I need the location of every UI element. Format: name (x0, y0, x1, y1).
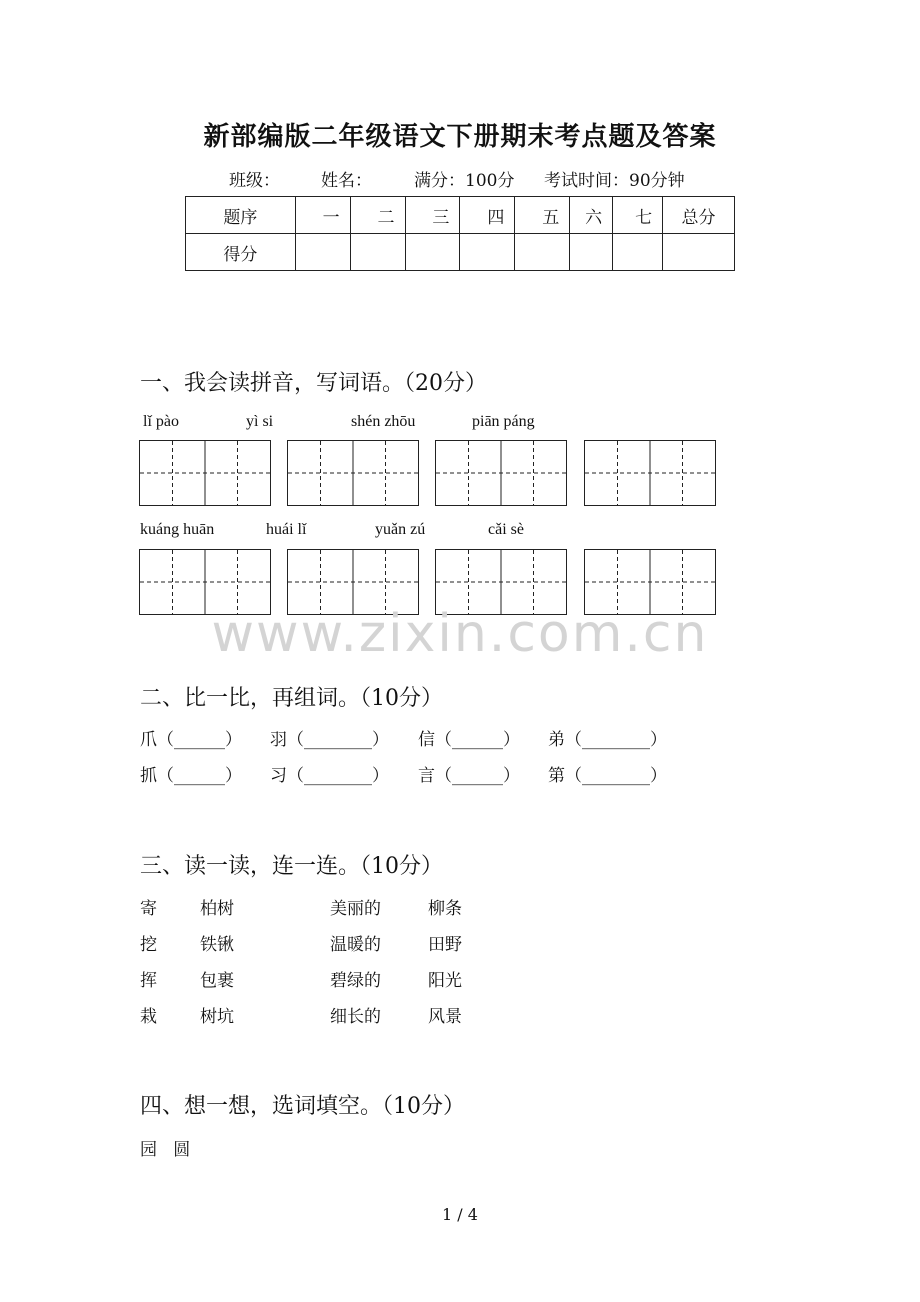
section2-heading: 二、比一比，再组词。（10分） (140, 686, 443, 711)
match-word[interactable]: 挥 (140, 971, 157, 991)
match-word[interactable]: 田野 (428, 935, 462, 955)
match-word[interactable]: 寄 (140, 899, 157, 919)
word-blank[interactable]: 信（______） (418, 730, 520, 750)
match-word[interactable]: 铁锹 (200, 935, 234, 955)
score-cell[interactable] (405, 234, 460, 271)
match-word[interactable]: 细长的 (330, 1007, 381, 1027)
pinyin-label: yuǎn zú (375, 521, 426, 538)
cell-score-label: 得分 (186, 234, 296, 271)
word-blank[interactable]: 第（________） (548, 766, 667, 786)
match-word[interactable]: 栽 (140, 1007, 157, 1027)
cell-header: 七 (613, 197, 663, 234)
exam-time-label: 考试时间：90分钟 (544, 171, 685, 191)
word-blank[interactable]: 言（______） (418, 766, 520, 786)
cell-header: 总分 (663, 197, 735, 234)
writing-grid[interactable] (435, 440, 567, 506)
cell-header: 题序 (186, 197, 296, 234)
score-table (185, 196, 735, 271)
match-word[interactable]: 风景 (428, 1007, 462, 1027)
choice-words: 园 圆 (140, 1140, 191, 1160)
cell-header: 一 (295, 197, 350, 234)
score-cell[interactable] (295, 234, 350, 271)
match-word[interactable]: 美丽的 (330, 899, 381, 919)
pinyin-label: piān páng (472, 413, 535, 430)
score-table-header-row (186, 197, 735, 234)
name-label: 姓名： (321, 171, 372, 191)
score-cell[interactable] (515, 234, 570, 271)
match-word[interactable]: 树坑 (200, 1007, 234, 1027)
pinyin-label: lǐ pào (143, 413, 179, 430)
pinyin-label: kuáng huān (140, 521, 215, 538)
section3-heading: 三、读一读，连一连。（10分） (140, 854, 443, 879)
writing-grid[interactable] (287, 440, 419, 506)
section1-heading: 一、我会读拼音，写词语。（20分） (140, 371, 487, 396)
pinyin-label: shén zhōu (351, 413, 416, 430)
page-number: 1 / 4 (442, 1205, 478, 1224)
cell-header: 二 (350, 197, 405, 234)
cell-header: 五 (515, 197, 570, 234)
word-blank[interactable]: 弟（________） (548, 730, 667, 750)
match-word[interactable]: 柳条 (428, 899, 462, 919)
word-blank[interactable]: 习（________） (270, 766, 389, 786)
match-word[interactable]: 碧绿的 (330, 971, 381, 991)
writing-grid[interactable] (584, 440, 716, 506)
full-score-label: 满分：100分 (414, 171, 515, 191)
pinyin-label: cǎi sè (488, 521, 524, 538)
match-word[interactable]: 包裹 (200, 971, 234, 991)
score-cell[interactable] (663, 234, 735, 271)
cell-header: 六 (570, 197, 613, 234)
word-blank[interactable]: 爪（______） (140, 730, 242, 750)
score-table-score-row (186, 234, 735, 271)
pinyin-label: yì si (246, 413, 274, 430)
score-cell[interactable] (613, 234, 663, 271)
page-title: 新部编版二年级语文下册期末考点题及答案 (203, 122, 717, 152)
match-word[interactable]: 阳光 (428, 971, 462, 991)
score-cell[interactable] (460, 234, 515, 271)
word-blank[interactable]: 抓（______） (140, 766, 242, 786)
score-cell[interactable] (350, 234, 405, 271)
match-word[interactable]: 温暖的 (330, 935, 381, 955)
watermark: www.zixin.com.cn (211, 604, 709, 664)
writing-grid[interactable] (139, 440, 271, 506)
pinyin-label: huái lǐ (266, 521, 307, 538)
cell-header: 三 (405, 197, 460, 234)
score-cell[interactable] (570, 234, 613, 271)
match-word[interactable]: 挖 (140, 935, 157, 955)
class-label: 班级： (229, 171, 280, 191)
cell-header: 四 (460, 197, 515, 234)
section4-heading: 四、想一想，选词填空。（10分） (140, 1094, 465, 1119)
word-blank[interactable]: 羽（________） (270, 730, 389, 750)
match-word[interactable]: 柏树 (200, 899, 234, 919)
